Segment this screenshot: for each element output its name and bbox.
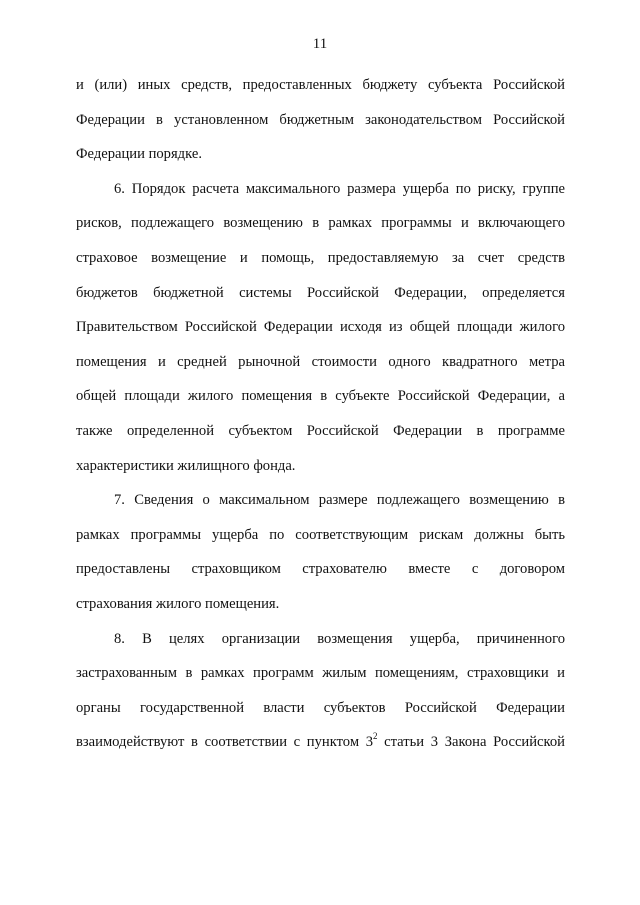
page-number: 11 — [312, 36, 328, 52]
paragraph-7 — [76, 483, 565, 621]
paragraph-line: общей площади жилого помещения в субъекте Российской Федерации, а — [76, 388, 565, 405]
line-text-before: взаимодействуют в соответствии с пунктом 3 — [76, 734, 373, 751]
paragraph-line: 6. Порядок расчета максимального размера ущерба по риску, группе — [114, 180, 565, 197]
paragraph-line: Правительством Российской Федерации исходя из общей площади жилого — [76, 319, 565, 336]
paragraph-line: застрахованным в рамках программ жилым помещениям, страховщики и — [76, 665, 565, 682]
superscript-number: 2 — [373, 731, 378, 742]
paragraph-line: органы государственной власти субъектов Российской Федерации — [76, 699, 565, 716]
paragraph-line: и (или) иных средств, предоставленных бюджету субъекта Российской — [76, 77, 565, 93]
paragraph-line: 8. В целях организации возмещения ущерба, причиненного — [114, 630, 565, 647]
paragraph-line: страхования жилого помещения. — [76, 595, 280, 612]
paragraph-line: Федерации в установленном бюджетным законодательством Российской — [76, 111, 565, 128]
paragraph-line: также определенной субъектом Российской Федерации в программе — [76, 422, 565, 439]
paragraph-line: рамках программы ущерба по соответствующим рискам должны быть — [76, 526, 565, 543]
paragraph-line: бюджетов бюджетной системы Российской Федерации, определяется — [76, 284, 565, 301]
paragraph-line: помещения и средней рыночной стоимости одного квадратного метра — [76, 353, 565, 370]
paragraph-line-with-superscript — [76, 725, 565, 760]
line-text-after: статьи 3 Закона Российской — [377, 734, 565, 751]
paragraph-line: 7. Сведения о максимальном размере подлежащего возмещению в — [114, 492, 565, 509]
paragraph-1 — [76, 68, 565, 172]
paragraph-line: характеристики жилищного фонда. — [76, 457, 296, 474]
paragraph-line: Федерации порядке. — [76, 146, 202, 163]
document-body — [76, 68, 565, 760]
paragraph-6 — [76, 172, 565, 483]
paragraph-line: предоставлены страховщиком страхователю вместе с договором — [76, 561, 565, 578]
paragraph-line: страховое возмещение и помощь, предоставляемую за счет средств — [76, 249, 565, 266]
paragraph-8 — [76, 622, 565, 760]
paragraph-line: рисков, подлежащего возмещению в рамках программы и включающего — [76, 215, 565, 232]
